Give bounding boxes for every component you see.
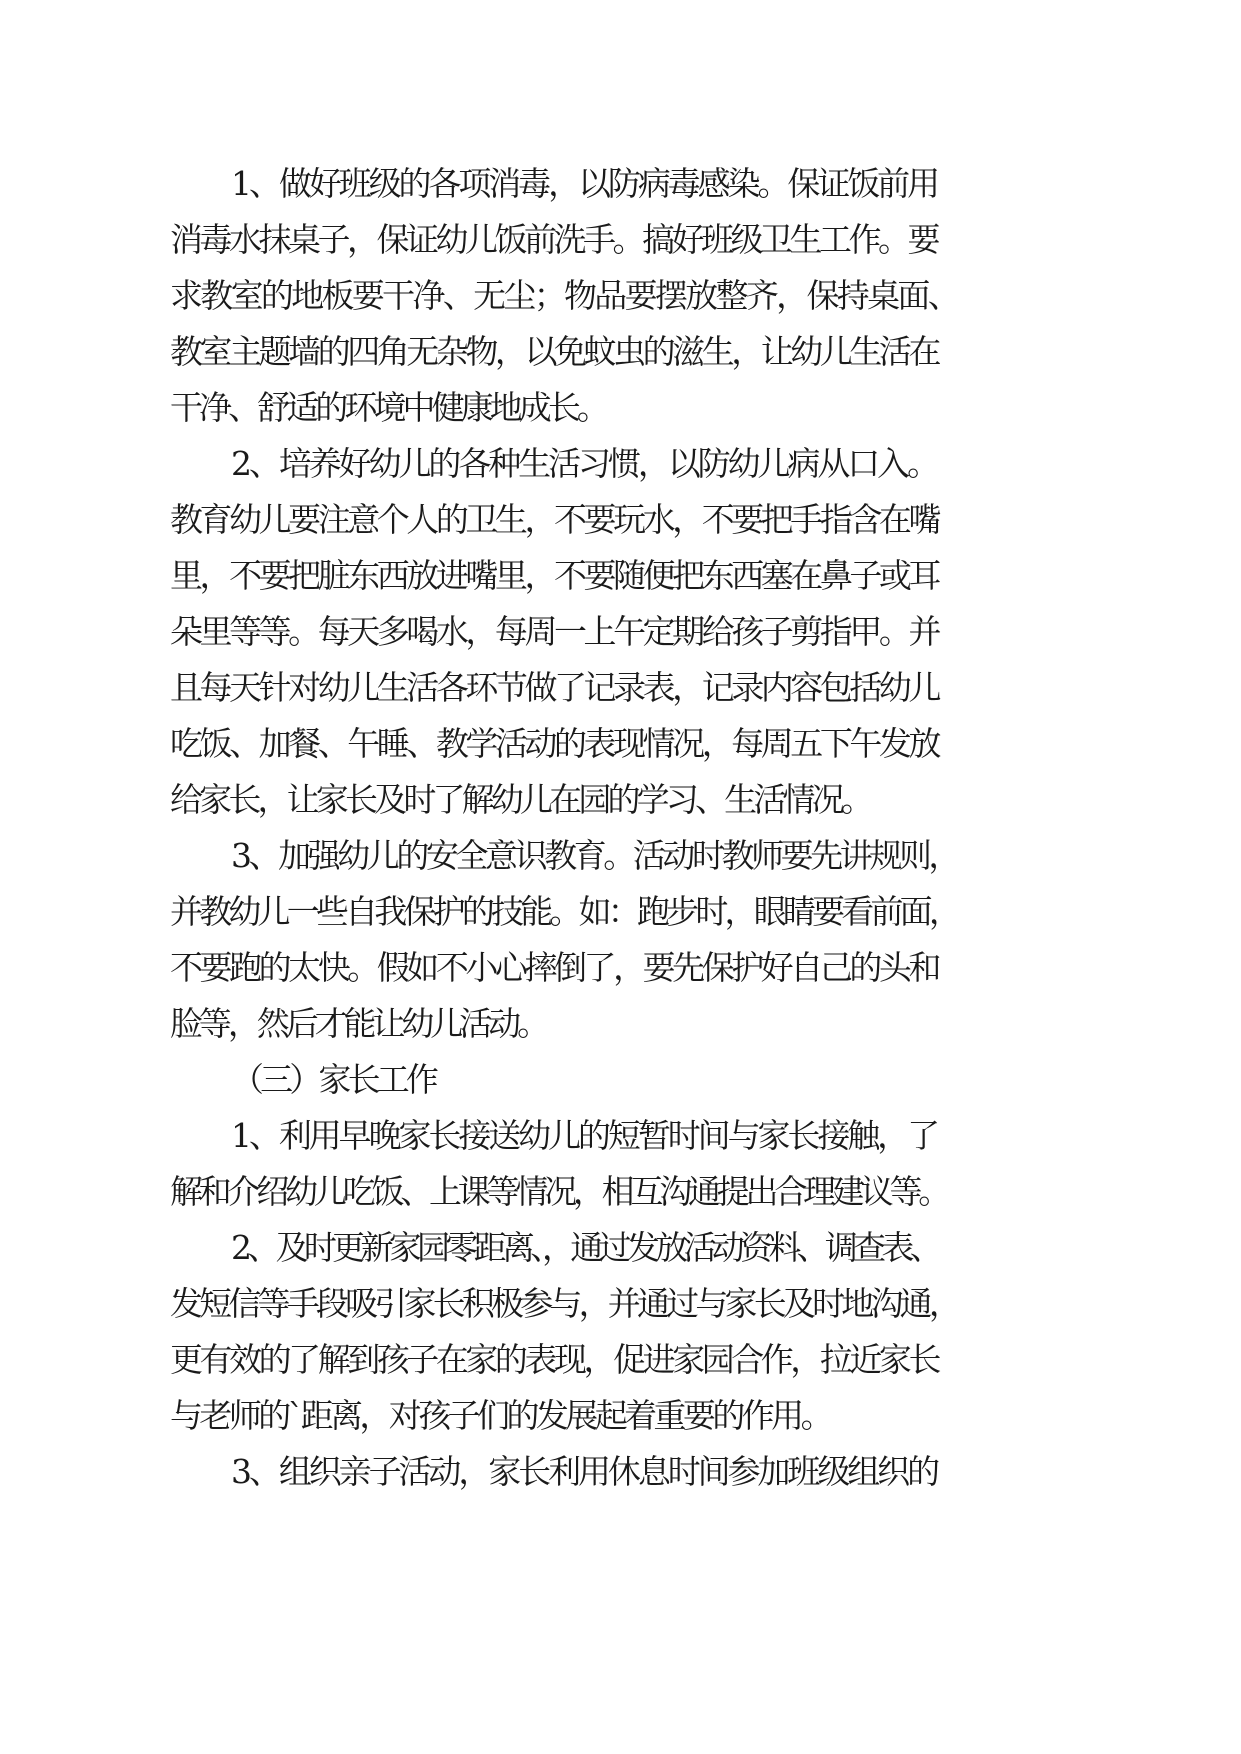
text-line: 吃饭、加餐、午睡、教学活动的表现情况，每周五下午发放 [170,724,939,763]
text-line: 2、及时更新家园零距离、，通过发放活动资料、调查表、 [231,1228,938,1267]
text-line: 解和介绍幼儿吃饭、上课等情况，相互沟通提出合理建议等。 [170,1172,948,1211]
section-heading: （三）家长工作 [231,1060,436,1099]
text-line: 里，不要把脏东西放进嘴里，不要随便把东西塞在鼻子或耳 [170,556,939,595]
text-line: 3、加强幼儿的安全意识教育。活动时教师要先讲规则， [231,836,958,875]
text-line: 与老师的`距离，对孩子们的发展起着重要的作用。 [170,1396,831,1435]
text-line: 朵里等等。每天多喝水，每周一上午定期给孩子剪指甲。并 [170,612,939,651]
text-line: 1、做好班级的各项消毒，以防病毒感染。保证饭前用 [231,164,937,203]
text-line: 求教室的地板要干净、无尘；物品要摆放整齐，保持桌面、 [170,276,958,315]
text-line: 给家长，让家长及时了解幼儿在园的学习、生活情况。 [170,780,871,819]
text-line: 并教幼儿一些自我保护的技能。如：跑步时，眼睛要看前面， [170,892,959,931]
text-line: 发短信等手段吸引家长积极参与，并通过与家长及时地沟通， [170,1284,959,1323]
text-line: 教育幼儿要注意个人的卫生，不要玩水，不要把手指含在嘴 [170,500,939,539]
text-line: 1、利用早晚家长接送幼儿的短暂时间与家长接触，了 [231,1116,937,1155]
text-line: 消毒水抹桌子，保证幼儿饭前洗手。搞好班级卫生工作。要 [170,220,937,259]
text-line: 更有效的了解到孩子在家的表现，促进家园合作，拉近家长 [170,1340,939,1379]
text-line: 脸等，然后才能让幼儿活动。 [170,1004,547,1043]
text-line: 3、组织亲子活动，家长利用休息时间参加班级组织的 [231,1452,937,1491]
text-line: 且每天针对幼儿生活各环节做了记录表，记录内容包括幼儿 [170,668,939,707]
text-line: 教室主题墙的四角无杂物，以免蚊虫的滋生，让幼儿生活在 [170,332,939,371]
text-line: 2、培养好幼儿的各种生活习惯，以防幼儿病从口入。 [231,444,937,483]
text-line: 不要跑的太快。假如不小心摔倒了，要先保护好自己的头和 [170,948,939,987]
text-line: 干净、舒适的环境中健康地成长。 [170,388,607,427]
